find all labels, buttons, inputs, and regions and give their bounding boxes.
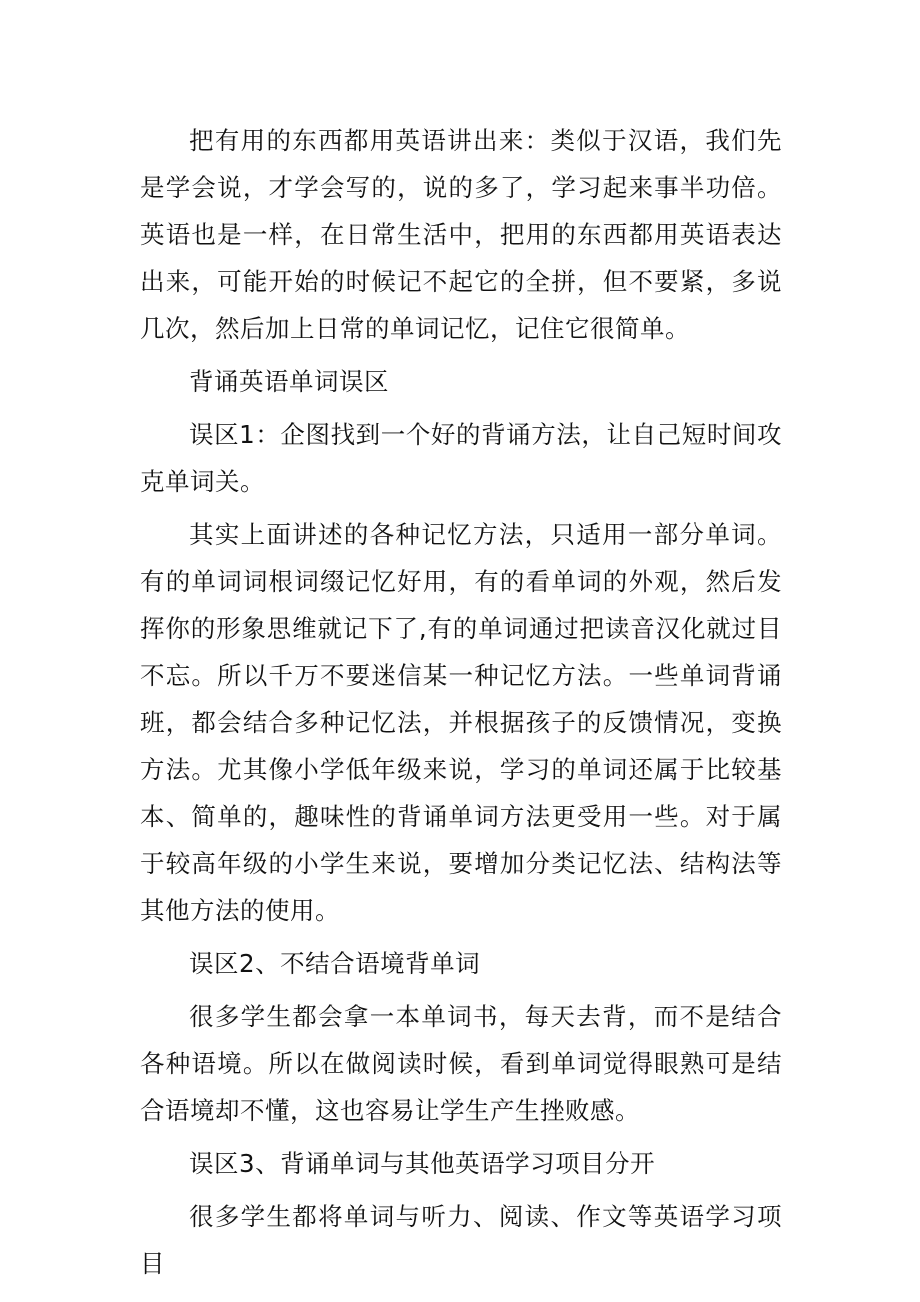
paragraph-memory-methods: 其实上面讲述的各种记忆方法，只适用一部分单词。有的单词词根词缀记忆好用，有的看单词的外观，然后发挥你的形象思维就记下了,有的单词通过把读音汉化就过目不忘。所以千万不要迷信某一种记忆方法。一些单词背诵班，都会结合多种记忆法，并根据孩子的反馈情况，变换方法。尤其像小学低年级来说，学习的单词还属于比较基本、简单的，趣味性的背诵单词方法更受用一些。对于属于较高年级的小学生来说，要增加分类记忆法、结构法等其他方法的使用。	[140, 520, 782, 925]
section-heading-mistakes: 背诵英语单词误区	[189, 367, 389, 396]
mistake-3-heading: 误区3、背诵单词与其他英语学习项目分开	[189, 1149, 656, 1178]
paragraph-speak-english: 把有用的东西都用英语讲出来：类似于汉语，我们先是学会说，才学会写的，说的多了，学习起来事半功倍。英语也是一样，在日常生活中，把用的东西都用英语表达出来，可能开始的时候记不起它的全拼，但不要紧，多说几次，然后加上日常的单词记忆，记住它很简单。	[140, 126, 782, 343]
paragraph-context: 很多学生都会拿一本单词书，每天去背，而不是结合各种语境。所以在做阅读时候，看到单词觉得眼熟可是结合语境却不懂，这也容易让学生产生挫败感。	[140, 1002, 782, 1125]
mistake-1-heading: 误区1：企图找到一个好的背诵方法，让自己短时间攻克单词关。	[140, 420, 782, 496]
paragraph-separate-learning: 很多学生都将单词与听力、阅读、作文等英语学习项目	[140, 1202, 782, 1278]
mistake-2-heading: 误区2、不结合语境背单词	[189, 949, 481, 978]
document-body	[140, 117, 782, 1287]
